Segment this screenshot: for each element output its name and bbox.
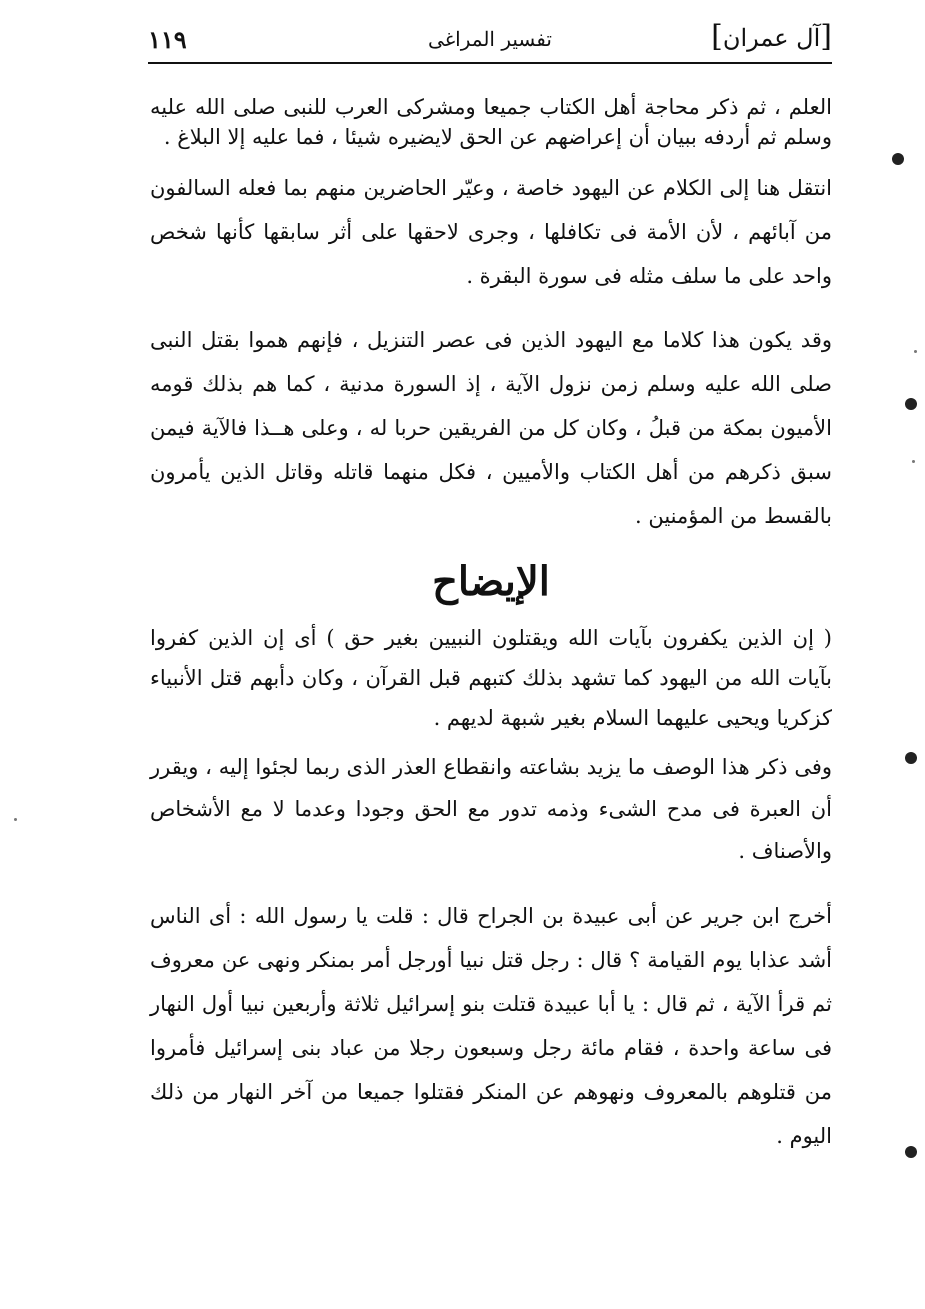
margin-mark-icon — [902, 398, 920, 410]
bracket-glyph: [ — [820, 19, 832, 54]
margin-mark-icon — [902, 1146, 920, 1158]
section-heading: الإيضاح — [432, 558, 550, 605]
paragraph: وفى ذكر هذا الوصف ما يزيد بشاعته وانقطاع العذر الذى ربما لجئوا إليه ، ويقرر أن العبرة فى مدح الشىء وذمه تدور مع الحق وجودا وعدما لا مع الأشخاص والأصناف . — [150, 755, 832, 863]
scan-speck — [914, 350, 917, 353]
page-body — [150, 92, 832, 1158]
paragraph: انتقل هنا إلى الكلام عن اليهود خاصة ، وعيّر الحاضرين منهم بما فعله السالفون من آبائهم ، لأن الأمة فى تكافلها ، وجرى لاحقها على أثر سابقها كأنها شخص واحد على ما سلف مثله فى سورة البقرة . — [150, 176, 832, 288]
paragraph: العلم ، ثم ذكر محاجة أهل الكتاب جميعا ومشركى العرب للنبى صلى الله عليه وسلم ثم أردفه ببيان أن إعراضهم عن الحق لايضيره شيئا ، فما عليه إلا البلاغ . — [150, 95, 832, 149]
book-title: تفسير المراغى — [428, 27, 552, 51]
margin-mark-icon — [889, 153, 907, 165]
paragraph: ( إن الذين يكفرون بآيات الله ويقتلون النبيين بغير حق ) أى إن الذين كفروا بآيات الله من اليهود كما تشهد بذلك كتبهم قبل القرآن ، وكان دأبهم قتل الأنبياء كزكريا ويحيى عليهما السلام بغير شبهة لديهم . — [150, 626, 832, 730]
page-header — [148, 20, 832, 62]
scan-speck — [912, 460, 915, 463]
page-number: ١١٩ — [148, 25, 187, 54]
header-rule — [148, 62, 832, 64]
paragraph: وقد يكون هذا كلاما مع اليهود الذين فى عصر التنزيل ، فإنهم هموا بقتل النبى صلى الله عليه وسلم زمن نزول الآية ، إذ السورة مدنية ، كما هم بذلك قومه الأميون بمكة من قبلُ ، وكان كل من الفريقين حربا له ، وعلى هــذا فالآية فيمن سبق ذكرهم من أهل الكتاب والأميين ، فكل منهما قاتله وقاتل الذين يأمرون بالقسط من المؤمنين . — [150, 328, 833, 528]
bracket-glyph: ] — [711, 19, 723, 54]
surah-name-text: آل عمران — [722, 24, 821, 52]
paragraph: أخرج ابن جرير عن أبى عبيدة بن الجراح قال : قلت يا رسول الله : أى الناس أشد عذابا يوم القيامة ؟ قال : رجل قتل نبيا أورجل أمر بمنكر ونهى عن معروف ثم قرأ الآية ، ثم قال : يا أبا عبيدة قتلت بنو إسرائيل ثلاثة وأربعين نبيا أول النهار فى ساعة واحدة ، فقام مائة رجل وسبعون رجلا من عباد بنى إسرائيل فأمروا من قتلوهم بالمعروف ونهوهم عن المنكر فقتلوا جميعا من آخر النهار من ذلك اليوم . — [150, 904, 832, 1148]
margin-mark-icon — [902, 752, 920, 764]
scan-speck — [14, 818, 17, 821]
